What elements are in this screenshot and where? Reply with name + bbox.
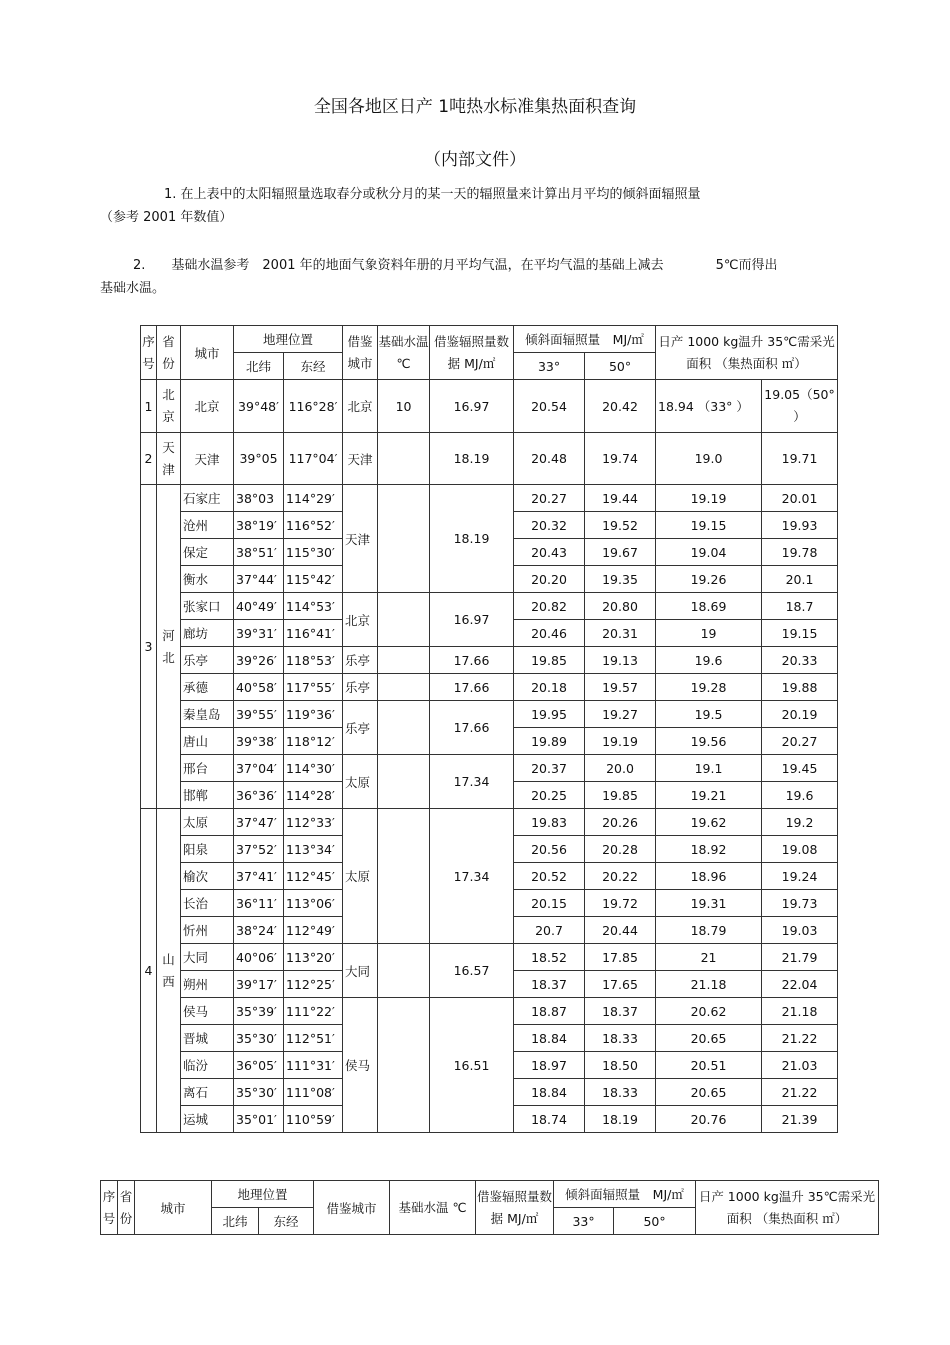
area50-cell: 21.22 [762, 1079, 838, 1106]
lat-cell: 39°48′ [234, 380, 284, 433]
table-row [141, 380, 838, 433]
lon-cell: 116°28′ [284, 380, 343, 433]
lat-cell: 39°38′ [234, 728, 284, 755]
area50-cell: 19.15 [762, 620, 838, 647]
tilt50-cell: 19.13 [585, 647, 656, 674]
lat-cell: 39°31′ [234, 620, 284, 647]
lon-cell: 114°29′ [284, 485, 343, 512]
tilt50-cell: 20.26 [585, 809, 656, 836]
header-city: 城市 [135, 1181, 212, 1235]
table-row [141, 998, 838, 1025]
note-1 [100, 183, 880, 229]
city-cell: 离石 [181, 1079, 234, 1106]
page-subtitle: （内部文件） [424, 150, 526, 170]
ref-rad-cell: 17.66 [430, 701, 514, 755]
area50-cell: 21.03 [762, 1052, 838, 1079]
city-cell: 唐山 [181, 728, 234, 755]
lon-cell: 112°33′ [284, 809, 343, 836]
header-seq: 序号 [101, 1181, 118, 1235]
lat-cell: 40°06′ [234, 944, 284, 971]
ref-city-cell: 北京 [343, 380, 378, 433]
base-temp-cell [378, 701, 430, 755]
tilt33-cell: 20.56 [514, 836, 585, 863]
tilt33-cell: 20.20 [514, 566, 585, 593]
tilt50-cell: 20.44 [585, 917, 656, 944]
tilt50-cell: 19.44 [585, 485, 656, 512]
lon-cell: 115°30′ [284, 539, 343, 566]
tilt50-cell: 17.85 [585, 944, 656, 971]
lat-cell: 36°36′ [234, 782, 284, 809]
lon-cell: 111°31′ [284, 1052, 343, 1079]
city-cell: 承德 [181, 674, 234, 701]
ref-city-cell: 侯马 [343, 998, 378, 1133]
lat-cell: 35°30′ [234, 1025, 284, 1052]
tilt50-cell: 19.67 [585, 539, 656, 566]
lat-cell: 40°49′ [234, 593, 284, 620]
area50-cell: 22.04 [762, 971, 838, 998]
ref-city-cell: 天津 [343, 433, 378, 485]
header-area: 日产 1000 kg温升 35℃需采光面积 （集热面积 ㎡） [696, 1181, 879, 1235]
area33-cell: 20.51 [656, 1052, 762, 1079]
header-lon: 东经 [284, 353, 343, 380]
lon-cell: 112°49′ [284, 917, 343, 944]
lat-cell: 39°05 [234, 433, 284, 485]
tilt33-cell: 20.27 [514, 485, 585, 512]
base-temp-cell: 10 [378, 380, 430, 433]
header-province: 省份 [118, 1181, 135, 1235]
lat-cell: 37°47′ [234, 809, 284, 836]
area33-cell: 18.69 [656, 593, 762, 620]
tilt33-cell: 19.85 [514, 647, 585, 674]
lon-cell: 111°22′ [284, 998, 343, 1025]
lat-cell: 36°11′ [234, 890, 284, 917]
lat-cell: 35°30′ [234, 1079, 284, 1106]
tilt50-cell: 18.33 [585, 1079, 656, 1106]
lon-cell: 118°53′ [284, 647, 343, 674]
seq-cell: 4 [141, 809, 157, 1133]
base-temp-cell [378, 433, 430, 485]
tilt33-cell: 20.37 [514, 755, 585, 782]
base-temp-cell [378, 998, 430, 1133]
area33-cell: 19.19 [656, 485, 762, 512]
ref-city-cell: 太原 [343, 755, 378, 809]
note-2-line1: 2. 基础水温参考 2001 年的地面气象资料年册的月平均气温，在平均气温的基础上减去 5℃而得出 [133, 258, 778, 273]
city-cell: 廊坊 [181, 620, 234, 647]
table-row [141, 485, 838, 512]
tilt33-cell: 18.37 [514, 971, 585, 998]
city-cell: 北京 [181, 380, 234, 433]
tilt33-cell: 20.82 [514, 593, 585, 620]
lon-cell: 114°53′ [284, 593, 343, 620]
area33-cell: 19.31 [656, 890, 762, 917]
ref-rad-cell: 17.66 [430, 647, 514, 674]
ref-rad-cell: 17.66 [430, 674, 514, 701]
area50-cell: 20.01 [762, 485, 838, 512]
tilt50-cell: 20.0 [585, 755, 656, 782]
area33-cell: 19.56 [656, 728, 762, 755]
city-cell: 运城 [181, 1106, 234, 1133]
lat-cell: 35°39′ [234, 998, 284, 1025]
area33-cell: 19.04 [656, 539, 762, 566]
lon-cell: 113°34′ [284, 836, 343, 863]
tilt33-cell: 20.15 [514, 890, 585, 917]
area50-cell: 19.88 [762, 674, 838, 701]
area33-cell: 19.6 [656, 647, 762, 674]
tilt50-cell: 20.31 [585, 620, 656, 647]
tilt33-cell: 20.46 [514, 620, 585, 647]
area50-cell: 19.2 [762, 809, 838, 836]
area50-cell: 19.45 [762, 755, 838, 782]
area50-cell: 19.24 [762, 863, 838, 890]
tilt50-cell: 19.72 [585, 890, 656, 917]
area50-cell: 21.39 [762, 1106, 838, 1133]
area50-cell: 21.18 [762, 998, 838, 1025]
base-temp-cell [378, 647, 430, 674]
area50-cell: 20.1 [762, 566, 838, 593]
base-temp-cell [378, 809, 430, 944]
header-tilt: 倾斜面辐照量 MJ/㎡ [514, 326, 656, 353]
tilt33-cell: 18.97 [514, 1052, 585, 1079]
city-cell: 石家庄 [181, 485, 234, 512]
lat-cell: 39°55′ [234, 701, 284, 728]
city-cell: 秦皇岛 [181, 701, 234, 728]
area33-cell: 19.28 [656, 674, 762, 701]
area33-cell: 19.62 [656, 809, 762, 836]
tilt33-cell: 18.84 [514, 1079, 585, 1106]
area33-cell: 18.96 [656, 863, 762, 890]
table-header-continued [100, 1180, 879, 1235]
note-2 [100, 254, 890, 300]
area50-cell: 21.79 [762, 944, 838, 971]
tilt50-cell: 19.27 [585, 701, 656, 728]
area33-cell: 19.1 [656, 755, 762, 782]
tilt50-cell: 20.28 [585, 836, 656, 863]
lon-cell: 112°45′ [284, 863, 343, 890]
ref-rad-cell: 16.57 [430, 944, 514, 998]
area33-cell: 19.0 [656, 433, 762, 485]
city-cell: 晋城 [181, 1025, 234, 1052]
province-cell: 天津 [157, 433, 181, 485]
area33-cell: 18.79 [656, 917, 762, 944]
collector-area-table [140, 325, 838, 1133]
tilt33-cell: 19.89 [514, 728, 585, 755]
tilt33-cell: 20.48 [514, 433, 585, 485]
ref-rad-cell: 18.19 [430, 433, 514, 485]
lon-cell: 110°59′ [284, 1106, 343, 1133]
lat-cell: 38°51′ [234, 539, 284, 566]
base-temp-cell [378, 674, 430, 701]
tilt50-cell: 20.22 [585, 863, 656, 890]
lat-cell: 38°24′ [234, 917, 284, 944]
area33-cell: 19.26 [656, 566, 762, 593]
tilt50-cell: 18.37 [585, 998, 656, 1025]
header-base-temp: 基础水温 ℃ [378, 326, 430, 380]
seq-cell: 3 [141, 485, 157, 809]
ref-city-cell: 乐亭 [343, 674, 378, 701]
base-temp-cell [378, 485, 430, 593]
area33-cell: 21.18 [656, 971, 762, 998]
area33-cell: 19 [656, 620, 762, 647]
province-cell: 河北 [157, 485, 181, 809]
header-ref-rad: 借鉴辐照量数据 MJ/㎡ [476, 1181, 554, 1235]
area33-cell: 19.15 [656, 512, 762, 539]
area33-cell: 21 [656, 944, 762, 971]
area50-cell: 19.73 [762, 890, 838, 917]
tilt50-cell: 19.74 [585, 433, 656, 485]
area33-cell: 18.94 （33° ） [656, 380, 762, 433]
city-cell: 榆次 [181, 863, 234, 890]
lat-cell: 39°17′ [234, 971, 284, 998]
table-row [141, 701, 838, 728]
city-cell: 太原 [181, 809, 234, 836]
area50-cell: 21.22 [762, 1025, 838, 1052]
ref-city-cell: 乐亭 [343, 701, 378, 755]
base-temp-cell [378, 944, 430, 998]
area50-cell: 20.27 [762, 728, 838, 755]
seq-cell: 2 [141, 433, 157, 485]
lon-cell: 113°20′ [284, 944, 343, 971]
ref-city-cell: 太原 [343, 809, 378, 944]
city-cell: 乐亭 [181, 647, 234, 674]
ref-city-cell: 北京 [343, 593, 378, 647]
header-geo: 地理位置 [234, 326, 343, 353]
lon-cell: 117°55′ [284, 674, 343, 701]
tilt50-cell: 20.80 [585, 593, 656, 620]
tilt33-cell: 20.18 [514, 674, 585, 701]
tilt50-cell: 18.50 [585, 1052, 656, 1079]
table-row [141, 433, 838, 485]
tilt33-cell: 19.83 [514, 809, 585, 836]
lon-cell: 113°06′ [284, 890, 343, 917]
province-cell: 山西 [157, 809, 181, 1133]
city-cell: 天津 [181, 433, 234, 485]
tilt50-cell: 19.57 [585, 674, 656, 701]
tilt33-cell: 19.95 [514, 701, 585, 728]
city-cell: 保定 [181, 539, 234, 566]
header-base-temp: 基础水温 ℃ [390, 1181, 476, 1235]
tilt50-cell: 19.35 [585, 566, 656, 593]
area33-cell: 20.62 [656, 998, 762, 1025]
tilt50-cell: 20.42 [585, 380, 656, 433]
table-row [141, 944, 838, 971]
tilt33-cell: 20.7 [514, 917, 585, 944]
lon-cell: 112°51′ [284, 1025, 343, 1052]
city-cell: 大同 [181, 944, 234, 971]
lon-cell: 111°08′ [284, 1079, 343, 1106]
city-cell: 忻州 [181, 917, 234, 944]
tilt33-cell: 18.52 [514, 944, 585, 971]
ref-rad-cell: 17.34 [430, 809, 514, 944]
tilt33-cell: 18.87 [514, 998, 585, 1025]
city-cell: 衡水 [181, 566, 234, 593]
city-cell: 沧州 [181, 512, 234, 539]
page-title: 全国各地区日产 1吨热水标准集热面积查询 [313, 97, 637, 117]
tilt33-cell: 20.54 [514, 380, 585, 433]
header-tilt: 倾斜面辐照量 MJ/㎡ [554, 1181, 696, 1208]
area50-cell: 19.6 [762, 782, 838, 809]
header-ref-city: 借鉴城市 [343, 326, 378, 380]
table-row [141, 809, 838, 836]
city-cell: 阳泉 [181, 836, 234, 863]
tilt33-cell: 18.74 [514, 1106, 585, 1133]
lat-cell: 37°52′ [234, 836, 284, 863]
city-cell: 张家口 [181, 593, 234, 620]
ref-city-cell: 天津 [343, 485, 378, 593]
area50-cell: 19.78 [762, 539, 838, 566]
base-temp-cell [378, 593, 430, 647]
lon-cell: 115°42′ [284, 566, 343, 593]
ref-city-cell: 乐亭 [343, 647, 378, 674]
city-cell: 侯马 [181, 998, 234, 1025]
city-cell: 邯郸 [181, 782, 234, 809]
lat-cell: 37°41′ [234, 863, 284, 890]
area33-cell: 19.21 [656, 782, 762, 809]
ref-rad-cell: 17.34 [430, 755, 514, 809]
header-tilt-50: 50° [585, 353, 656, 380]
area33-cell: 20.65 [656, 1079, 762, 1106]
ref-rad-cell: 16.51 [430, 998, 514, 1133]
area50-cell: 20.19 [762, 701, 838, 728]
table-row [141, 674, 838, 701]
header-tilt-33: 33° [514, 353, 585, 380]
area50-cell: 18.7 [762, 593, 838, 620]
tilt33-cell: 20.25 [514, 782, 585, 809]
header-geo: 地理位置 [212, 1181, 314, 1208]
lat-cell: 38°03 [234, 485, 284, 512]
lat-cell: 38°19′ [234, 512, 284, 539]
header-province: 省份 [157, 326, 181, 380]
lon-cell: 114°30′ [284, 755, 343, 782]
tilt33-cell: 20.43 [514, 539, 585, 566]
province-cell: 北京 [157, 380, 181, 433]
header-lon: 东经 [259, 1208, 314, 1235]
tilt33-cell: 18.84 [514, 1025, 585, 1052]
area50-cell: 19.71 [762, 433, 838, 485]
header-tilt-33: 33° [554, 1208, 614, 1235]
lon-cell: 116°41′ [284, 620, 343, 647]
area33-cell: 18.92 [656, 836, 762, 863]
area33-cell: 20.76 [656, 1106, 762, 1133]
tilt33-cell: 20.32 [514, 512, 585, 539]
tilt50-cell: 19.85 [585, 782, 656, 809]
city-cell: 长治 [181, 890, 234, 917]
lon-cell: 112°25′ [284, 971, 343, 998]
city-cell: 临汾 [181, 1052, 234, 1079]
table-row [141, 755, 838, 782]
lat-cell: 40°58′ [234, 674, 284, 701]
city-cell: 朔州 [181, 971, 234, 998]
ref-rad-cell: 18.19 [430, 485, 514, 593]
city-cell: 邢台 [181, 755, 234, 782]
header-ref-rad: 借鉴辐照量数据 MJ/㎡ [430, 326, 514, 380]
seq-cell: 1 [141, 380, 157, 433]
tilt33-cell: 20.52 [514, 863, 585, 890]
lon-cell: 114°28′ [284, 782, 343, 809]
lon-cell: 116°52′ [284, 512, 343, 539]
lat-cell: 36°05′ [234, 1052, 284, 1079]
area50-cell: 20.33 [762, 647, 838, 674]
header-lat: 北纬 [212, 1208, 259, 1235]
note-1-line1: 1. 在上表中的太阳辐照量选取春分或秋分月的某一天的辐照量来计算出月平均的倾斜面辐照量 [164, 187, 701, 202]
tilt50-cell: 19.52 [585, 512, 656, 539]
table-row [141, 647, 838, 674]
area50-cell: 19.93 [762, 512, 838, 539]
area33-cell: 19.5 [656, 701, 762, 728]
header-lat: 北纬 [234, 353, 284, 380]
header-seq: 序号 [141, 326, 157, 380]
tilt50-cell: 18.19 [585, 1106, 656, 1133]
lat-cell: 37°04′ [234, 755, 284, 782]
lon-cell: 117°04′ [284, 433, 343, 485]
lat-cell: 37°44′ [234, 566, 284, 593]
tilt50-cell: 19.19 [585, 728, 656, 755]
lat-cell: 35°01′ [234, 1106, 284, 1133]
area50-cell: 19.08 [762, 836, 838, 863]
area33-cell: 20.65 [656, 1025, 762, 1052]
lon-cell: 118°12′ [284, 728, 343, 755]
note-1-line2: （参考 2001 年数值） [100, 210, 233, 225]
tilt50-cell: 17.65 [585, 971, 656, 998]
base-temp-cell [378, 755, 430, 809]
lon-cell: 119°36′ [284, 701, 343, 728]
header-ref-city: 借鉴城市 [314, 1181, 390, 1235]
header-city: 城市 [181, 326, 234, 380]
area50-cell: 19.03 [762, 917, 838, 944]
note-2-line2: 基础水温。 [100, 281, 166, 296]
lat-cell: 39°26′ [234, 647, 284, 674]
table-row [141, 593, 838, 620]
ref-city-cell: 大同 [343, 944, 378, 998]
area50-cell: 19.05（50° ） [762, 380, 838, 433]
ref-rad-cell: 16.97 [430, 380, 514, 433]
tilt50-cell: 18.33 [585, 1025, 656, 1052]
ref-rad-cell: 16.97 [430, 593, 514, 647]
header-tilt-50: 50° [614, 1208, 696, 1235]
header-area: 日产 1000 kg温升 35℃需采光面积 （集热面积 ㎡） [656, 326, 838, 380]
